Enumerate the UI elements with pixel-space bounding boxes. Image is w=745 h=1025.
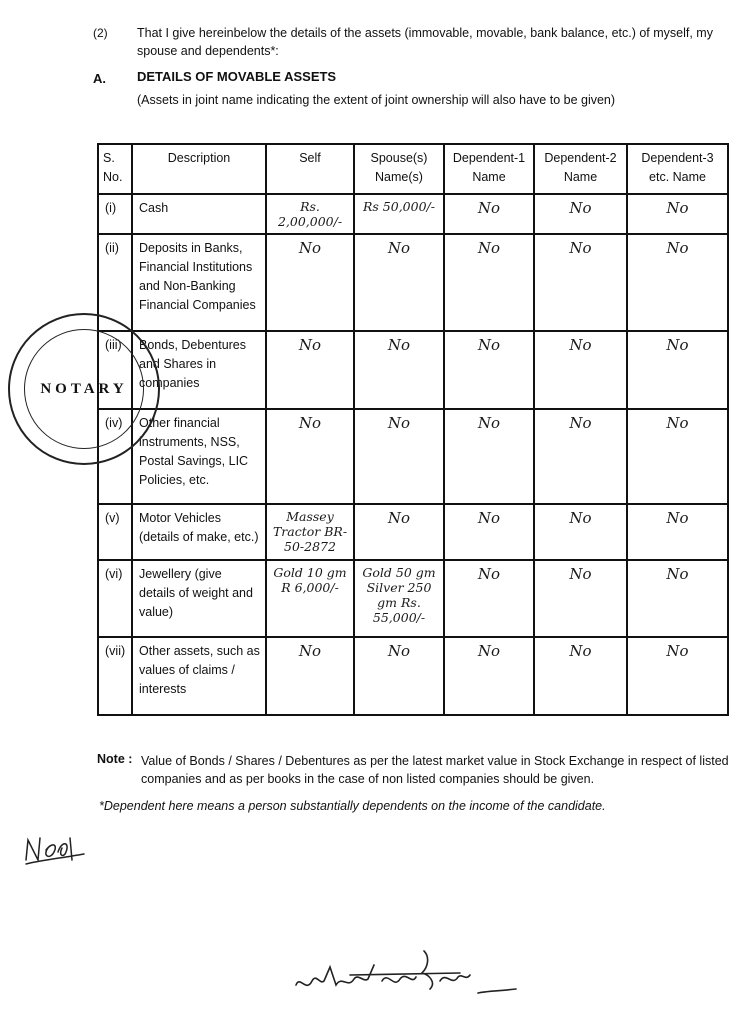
cell-dependent-1: No bbox=[444, 504, 534, 560]
header-dependent-3: Dependent-3 etc. Name bbox=[627, 144, 728, 194]
row-description: Bonds, Debentures and Shares in companies bbox=[132, 331, 266, 409]
note-text: Value of Bonds / Shares / Debentures as per the latest market value in Stock Exchange in respect of listed companies and as per books in the case of non listed companies should be given. bbox=[141, 754, 729, 786]
row-sno: (vii) bbox=[98, 637, 132, 715]
cell-dependent-2: No bbox=[534, 331, 627, 409]
table-row bbox=[98, 331, 728, 409]
notary-stamp-inner-ring bbox=[24, 329, 144, 449]
cell-dependent-2: No bbox=[534, 560, 627, 637]
cell-dependent-2: No bbox=[534, 234, 627, 331]
cell-spouse: No bbox=[354, 409, 444, 504]
cell-self: Gold 10 gm R 6,000/- bbox=[266, 560, 354, 637]
intro-text: That I give hereinbelow the details of the assets (immovable, movable, bank balance, etc.) of myself, my spouse and dependents*: bbox=[137, 26, 713, 58]
cell-dependent-3: No bbox=[627, 637, 728, 715]
cell-spouse: Rs 50,000/- bbox=[354, 194, 444, 234]
table-row bbox=[98, 234, 728, 331]
cell-self: No bbox=[266, 331, 354, 409]
row-description: Jewellery (give details of weight and value) bbox=[132, 560, 266, 637]
cell-dependent-3: No bbox=[627, 560, 728, 637]
cell-dependent-1: No bbox=[444, 637, 534, 715]
table-row bbox=[98, 504, 728, 560]
row-description: Deposits in Banks, Financial Institutions and Non-Banking Financial Companies bbox=[132, 234, 266, 331]
handwritten-signature bbox=[290, 945, 530, 1015]
row-sno: (i) bbox=[98, 194, 132, 234]
cell-dependent-3: No bbox=[627, 194, 728, 234]
header-dependent-1: Dependent-1 Name bbox=[444, 144, 534, 194]
cell-self: No bbox=[266, 409, 354, 504]
row-sno: (vi) bbox=[98, 560, 132, 637]
table-row bbox=[98, 194, 728, 234]
row-description: Other financial instruments, NSS, Postal Savings, LIC Policies, etc. bbox=[132, 409, 266, 504]
table-row bbox=[98, 637, 728, 715]
section-subtitle: (Assets in joint name indicating the extent of joint ownership will also have to be given) bbox=[137, 93, 616, 107]
cell-spouse: No bbox=[354, 637, 444, 715]
row-sno: (v) bbox=[98, 504, 132, 560]
header-dependent-2: Dependent-2 Name bbox=[534, 144, 627, 194]
cell-spouse: No bbox=[354, 331, 444, 409]
header-sno: S. No. bbox=[98, 144, 132, 194]
cell-spouse: Gold 50 gm Silver 250 gm Rs. 55,000/- bbox=[354, 560, 444, 637]
section-title: DETAILS OF MOVABLE ASSETS bbox=[137, 69, 337, 84]
cell-spouse: No bbox=[354, 504, 444, 560]
cell-dependent-2: No bbox=[534, 504, 627, 560]
cell-dependent-1: No bbox=[444, 560, 534, 637]
table-header-row bbox=[98, 144, 728, 194]
row-description: Other assets, such as values of claims / interests bbox=[132, 637, 266, 715]
dependent-footnote: *Dependent here means a person substantially dependents on the income of the candidate. bbox=[99, 799, 606, 813]
row-description: Motor Vehicles (details of make, etc.) bbox=[132, 504, 266, 560]
cell-dependent-1: No bbox=[444, 234, 534, 331]
cell-dependent-3: No bbox=[627, 504, 728, 560]
intro-number: (2) bbox=[93, 26, 108, 40]
movable-assets-table bbox=[97, 143, 729, 716]
cell-self: No bbox=[266, 637, 354, 715]
cell-dependent-2: No bbox=[534, 194, 627, 234]
cell-dependent-3: No bbox=[627, 409, 728, 504]
row-description: Cash bbox=[132, 194, 266, 234]
row-sno: (iii) bbox=[98, 331, 132, 409]
cell-dependent-3: No bbox=[627, 234, 728, 331]
header-spouse: Spouse(s) Name(s) bbox=[354, 144, 444, 194]
note-label: Note : bbox=[97, 752, 133, 766]
cell-self: No bbox=[266, 234, 354, 331]
table-row bbox=[98, 409, 728, 504]
row-sno: (iv) bbox=[98, 409, 132, 504]
cell-dependent-2: No bbox=[534, 637, 627, 715]
cell-spouse: No bbox=[354, 234, 444, 331]
header-self: Self bbox=[266, 144, 354, 194]
cell-self: Rs. 2,00,000/- bbox=[266, 194, 354, 234]
cell-self: Massey Tractor BR-50-2872 bbox=[266, 504, 354, 560]
notary-stamp-word: NOTARY bbox=[40, 380, 128, 397]
cell-dependent-1: No bbox=[444, 194, 534, 234]
handwritten-initials bbox=[22, 830, 92, 870]
row-sno: (ii) bbox=[98, 234, 132, 331]
cell-dependent-1: No bbox=[444, 409, 534, 504]
cell-dependent-3: No bbox=[627, 331, 728, 409]
header-description: Description bbox=[132, 144, 266, 194]
cell-dependent-2: No bbox=[534, 409, 627, 504]
notary-stamp bbox=[8, 313, 160, 465]
section-letter: A. bbox=[93, 71, 106, 86]
cell-dependent-1: No bbox=[444, 331, 534, 409]
table-row bbox=[98, 560, 728, 637]
